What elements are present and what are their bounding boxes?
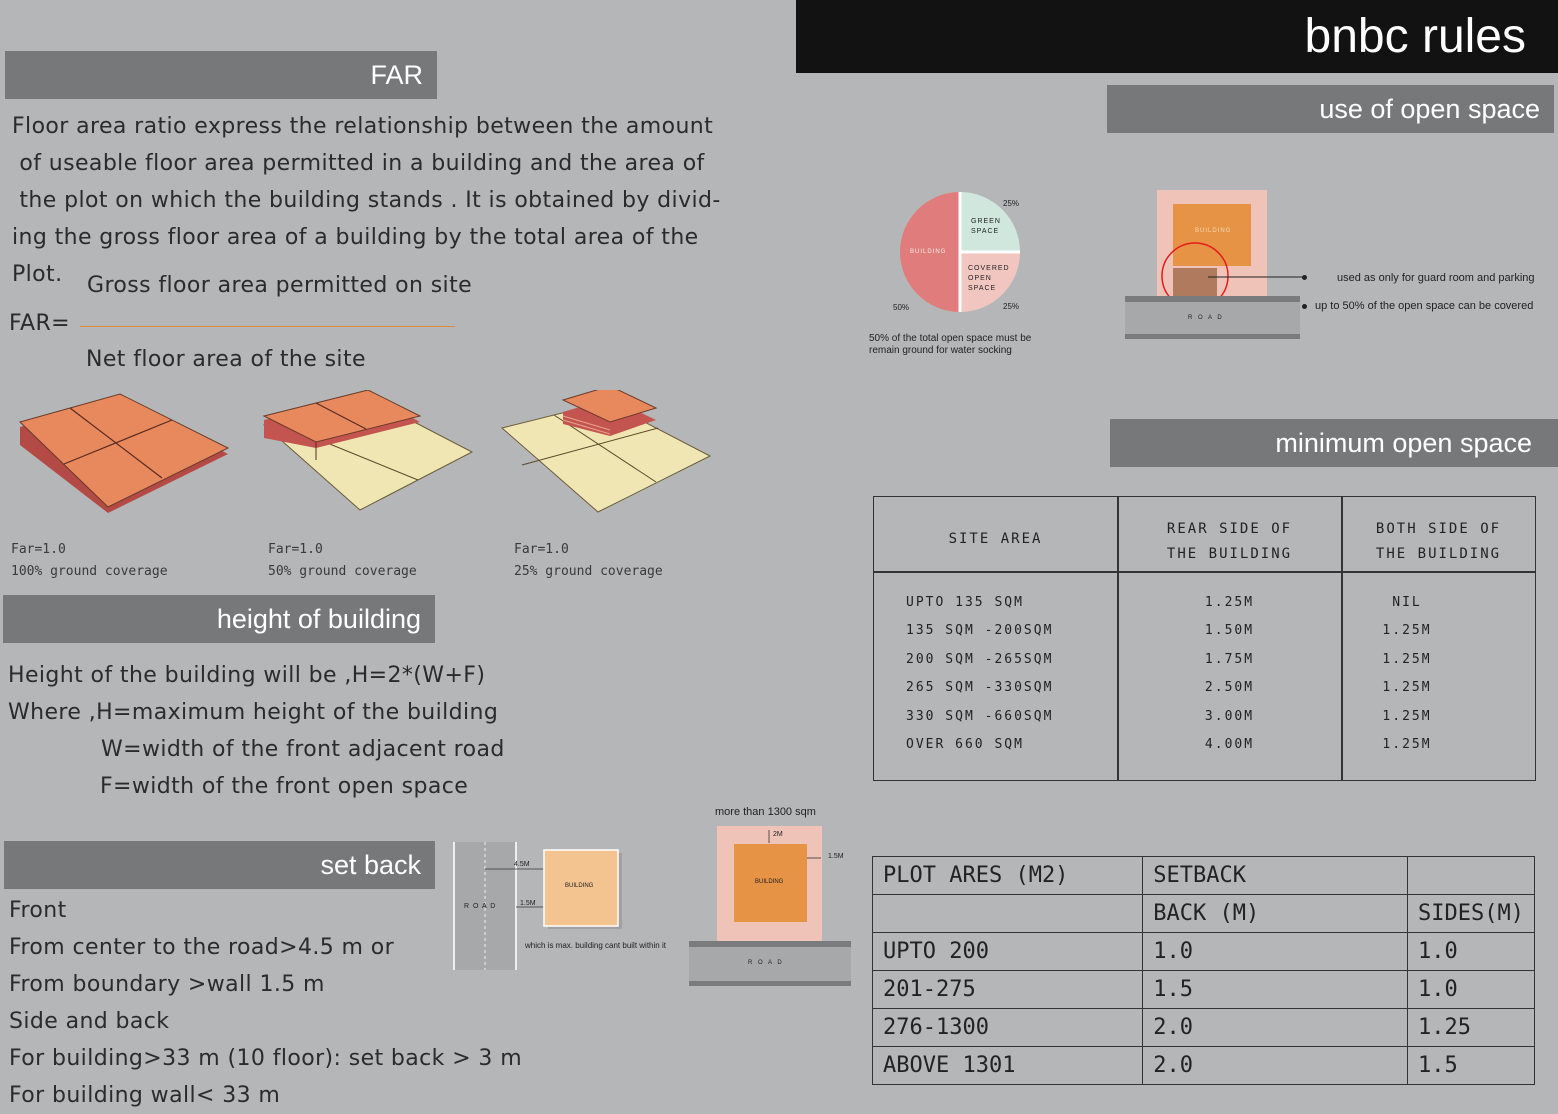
dim-side-label: 1.5M: [828, 853, 844, 860]
coverage-value: 25% ground coverage: [514, 564, 663, 579]
setback-table: [872, 856, 1535, 1085]
header-line: THE BUILDING: [1375, 546, 1502, 562]
far-illustration-100: [20, 394, 228, 513]
rear-cell: 3.00M: [1204, 709, 1255, 724]
table-header-site-area: SITE AREA: [948, 531, 1043, 547]
far-paragraph-line: ing the gross floor area of a building by the total area of the: [12, 225, 699, 250]
building-label: BUILDING: [565, 883, 594, 889]
far-paragraph-line: Plot.: [12, 262, 63, 287]
plan-note-1: used as only for guard room and parking: [1337, 272, 1535, 284]
dim-top-label: 2M: [773, 831, 783, 838]
open-space-heading: use of open space: [1319, 93, 1540, 124]
far-denominator: Net floor area of the site: [86, 347, 366, 372]
far-paragraph-line: Floor area ratio express the relationship between the amount: [12, 114, 714, 139]
both-cell: 1.25M: [1382, 652, 1432, 667]
site-area-cell: 135 SQM -200SQM: [906, 623, 1054, 638]
pie-caption-line: remain ground for water socking: [869, 345, 1012, 356]
plan-note-2: up to 50% of the open space can be covered: [1315, 300, 1534, 312]
setback-line: Side and back: [9, 1009, 170, 1034]
pie-percent-covered: 25%: [1003, 302, 1020, 311]
setback-line: Front: [9, 898, 67, 923]
table-header-rear: [1118, 517, 1341, 567]
table-cell: PLOT ARES (M2): [873, 857, 1143, 895]
table-cell: 1.0: [1143, 933, 1408, 971]
far-heading-bar: [5, 51, 437, 99]
rear-cell: 1.50M: [1204, 623, 1255, 638]
far-paragraph-line: of useable floor area permitted in a building and the area of: [12, 151, 705, 176]
height-heading: height of building: [216, 603, 421, 634]
setback-heading: set back: [320, 849, 421, 880]
table-cell: [1408, 857, 1535, 895]
setback-line: For building>33 m (10 floor): set back > 3 m: [9, 1046, 523, 1071]
far-example-3: [514, 539, 663, 583]
header-line: BOTH SIDE OF: [1375, 521, 1502, 537]
setback-heading-bar: [4, 841, 435, 889]
pie-percent-building: 50%: [893, 303, 910, 312]
far-example-2: [268, 539, 417, 583]
table-cell: 1.5: [1408, 1047, 1535, 1085]
setback-line: For building wall< 33 m: [9, 1083, 281, 1108]
min-open-space-heading: minimum open space: [1275, 427, 1532, 458]
table-row: [873, 895, 1535, 933]
table-row: [873, 971, 1535, 1009]
pie-percent-green: 25%: [1003, 199, 1020, 208]
table-row: [873, 1047, 1535, 1085]
coverage-value: 50% ground coverage: [268, 564, 417, 579]
table-divider: [874, 571, 1535, 573]
table-cell: 1.0: [1408, 971, 1535, 1009]
plan-building-label: BUILDING: [1195, 228, 1232, 234]
both-cell: 1.25M: [1382, 737, 1432, 752]
dim-boundary-label: 1.5M: [520, 900, 536, 907]
far-heading: FAR: [370, 59, 423, 90]
both-cell: NIL: [1392, 595, 1422, 610]
far-value: Far=1.0: [11, 542, 66, 557]
setback-text: [9, 892, 522, 1114]
pie-label-building: BUILDING: [910, 249, 947, 255]
table-row: [873, 857, 1535, 895]
table-cell: 276-1300: [873, 1009, 1143, 1047]
road-label: R O A D: [464, 903, 497, 910]
height-line: Height of the building will be ,H=2*(W+F): [8, 663, 486, 688]
table-cell: 1.25: [1408, 1009, 1535, 1047]
far-formula-label: FAR=: [9, 311, 71, 336]
large-plot-label: more than 1300 sqm: [715, 806, 816, 818]
both-cell: 1.25M: [1382, 623, 1432, 638]
table-cell: 1.0: [1408, 933, 1535, 971]
far-paragraph-line: the plot on which the building stands . It is obtained by divid-: [12, 188, 721, 213]
far-value: Far=1.0: [514, 542, 569, 557]
table-cell: ABOVE 1301: [873, 1047, 1143, 1085]
table-header-both: [1342, 517, 1535, 567]
height-heading-bar: [3, 595, 435, 643]
header-line: REAR SIDE OF: [1166, 521, 1293, 537]
bullet-icon: [1302, 275, 1307, 280]
both-cell: 1.25M: [1382, 709, 1432, 724]
rear-cell: 2.50M: [1204, 680, 1255, 695]
far-numerator: Gross floor area permitted on site: [87, 273, 473, 298]
table-cell: [873, 895, 1143, 933]
table-cell: BACK (M): [1143, 895, 1408, 933]
coverage-value: 100% ground coverage: [11, 564, 168, 579]
header-line: THE BUILDING: [1166, 546, 1293, 562]
site-area-cell: OVER 660 SQM: [906, 737, 1024, 752]
table-cell: SIDES(M): [1408, 895, 1535, 933]
site-area-cell: UPTO 135 SQM: [906, 595, 1024, 610]
bullet-icon: [1302, 304, 1307, 309]
site-area-cell: 200 SQM -265SQM: [906, 652, 1054, 667]
setback-line: From boundary >wall 1.5 m: [9, 972, 325, 997]
open-space-pie-chart: [890, 190, 1030, 320]
far-illustrations: [0, 390, 730, 530]
table-cell: 1.5: [1143, 971, 1408, 1009]
rear-cell: 1.25M: [1204, 595, 1255, 610]
height-line: W=width of the front adjacent road: [101, 737, 505, 762]
min-open-space-table: [873, 496, 1536, 781]
table-row: [873, 1009, 1535, 1047]
far-illustration-50: [264, 390, 472, 510]
dim-front-label: 4.5M: [514, 861, 530, 868]
table-cell: SETBACK: [1143, 857, 1408, 895]
far-illustration-25: [502, 390, 710, 512]
rear-cell: 1.75M: [1204, 652, 1255, 667]
plan-road-label: R O A D: [1188, 315, 1224, 321]
pie-caption: [869, 333, 1031, 357]
min-open-space-heading-bar: [1110, 419, 1558, 467]
page-title: bnbc rules: [1304, 10, 1526, 63]
page-title-bar: [796, 0, 1558, 73]
setback-caption: which is max. building cant built within it: [525, 941, 666, 950]
far-example-1: [11, 539, 168, 583]
table-cell: 2.0: [1143, 1047, 1408, 1085]
both-cell: 1.25M: [1382, 680, 1432, 695]
site-area-cell: 330 SQM -660SQM: [906, 709, 1054, 724]
pie-caption-line: 50% of the total open space must be: [869, 333, 1032, 344]
height-line: Where ,H=maximum height of the building: [8, 700, 499, 725]
far-paragraph: [12, 108, 721, 293]
table-cell: 201-275: [873, 971, 1143, 1009]
site-area-cell: 265 SQM -330SQM: [906, 680, 1054, 695]
pie-label-green: GREEN SPACE: [971, 218, 1001, 235]
far-value: Far=1.0: [268, 542, 323, 557]
height-line: F=width of the front open space: [100, 774, 469, 799]
table-cell: 2.0: [1143, 1009, 1408, 1047]
setback-line: From center to the road>4.5 m or: [9, 935, 395, 960]
fraction-line: [80, 326, 455, 327]
table-cell: UPTO 200: [873, 933, 1143, 971]
road-label: R O A D: [748, 960, 784, 966]
rear-cell: 4.00M: [1204, 737, 1255, 752]
table-row: [873, 933, 1535, 971]
open-space-heading-bar: [1107, 85, 1554, 133]
pie-label-covered: COVERED OPEN SPACE: [968, 265, 1010, 292]
building-label: BUILDING: [755, 879, 784, 885]
